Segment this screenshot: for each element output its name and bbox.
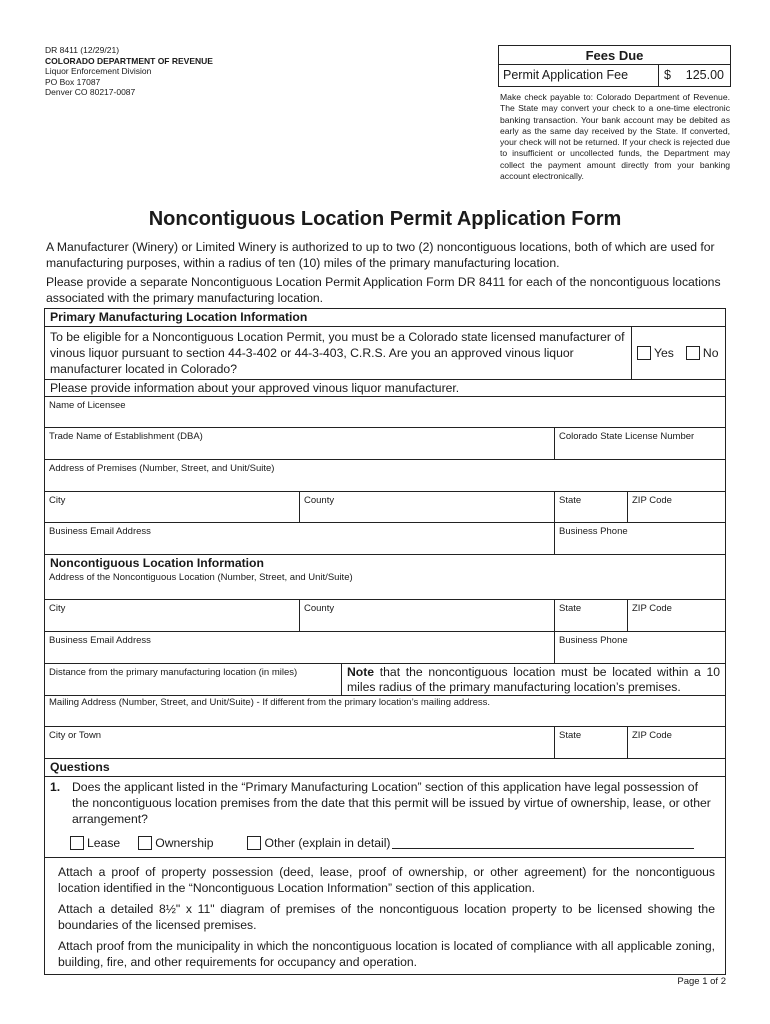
- primary-phone-label: Business Phone: [559, 526, 628, 537]
- no-option[interactable]: [686, 346, 719, 360]
- name-of-licensee-field[interactable]: [45, 397, 725, 428]
- noncontig-city-field[interactable]: [45, 600, 300, 631]
- noncontig-state-label: State: [559, 603, 582, 614]
- primary-city-field[interactable]: [45, 492, 300, 522]
- po-box: PO Box 17087: [45, 76, 101, 87]
- noncontig-section-heading: Noncontiguous Location Information: [50, 556, 264, 570]
- noncontig-phone-field[interactable]: [555, 632, 725, 663]
- other-option[interactable]: [247, 835, 694, 851]
- lease-checkbox[interactable]: [70, 836, 84, 850]
- fees-due-box: [498, 45, 731, 87]
- noncontig-zip-label: ZIP Code: [632, 603, 672, 614]
- note-text: that the noncontiguous location must be located within a 10 miles radius of the primary manufacturing location’s premises.: [347, 665, 720, 694]
- noncontig-address-label: Address of the Noncontiguous Location (Number, Street, and Unit/Suite): [49, 572, 353, 583]
- mailing-state-label: State: [559, 730, 582, 741]
- primary-county-field[interactable]: [300, 492, 555, 522]
- license-number-label: Colorado State License Number: [559, 431, 695, 442]
- attachments-box: [45, 857, 725, 974]
- question-1-number: 1.: [50, 780, 61, 794]
- yes-option[interactable]: [637, 346, 674, 360]
- mailing-city-field[interactable]: [45, 727, 555, 758]
- primary-county-label: County: [304, 495, 335, 506]
- attach-municipal-proof: Attach proof from the municipality in which the noncontiguous location is located of compliance with all applicable zoning, building, fire, and other requirements for occupancy and operation.: [58, 939, 715, 969]
- primary-state-field[interactable]: [555, 492, 628, 522]
- mailing-address-label: Mailing Address (Number, Street, and Unit/Suite) - If different from the primary location’s mailing address.: [49, 697, 491, 708]
- noncontig-county-field[interactable]: [300, 600, 555, 631]
- trade-name-row: [45, 428, 725, 460]
- noncontig-contact-row: [45, 632, 725, 664]
- application-form: [44, 308, 726, 975]
- mailing-city-row: [45, 727, 725, 759]
- distance-row: [45, 664, 725, 696]
- no-checkbox[interactable]: [686, 346, 700, 360]
- primary-zip-label: ZIP Code: [632, 495, 672, 506]
- primary-email-label: Business Email Address: [49, 526, 151, 537]
- trade-name-field[interactable]: [45, 428, 555, 459]
- noncontig-state-field[interactable]: [555, 600, 628, 631]
- attach-proof-possession: Attach a proof of property possession (deed, lease, proof of ownership, or other agreement) for the noncontiguous location identified in the “Noncontiguous Location Information” section of this application.: [58, 865, 715, 895]
- provide-info-row: [45, 380, 725, 397]
- primary-section-heading: Primary Manufacturing Location Information: [45, 309, 725, 327]
- questions-heading: Questions: [45, 759, 725, 777]
- noncontig-city-row: [45, 600, 725, 632]
- fee-payment-note: Make check payable to: Colorado Department of Revenue. The State may convert your check to a one-time electronic banking transaction. Your bank account may be debited as early as the same day received by the State. If converted, your check will not be returned. If your check is rejected due to insufficient or uncollected funds, the Department may collect the payment amount directly from your banking account electronically.: [500, 92, 730, 182]
- fees-title: Fees Due: [499, 46, 730, 65]
- mailing-address-field[interactable]: [45, 696, 725, 727]
- primary-state-label: State: [559, 495, 582, 506]
- fee-value: [659, 65, 730, 86]
- name-of-licensee-label: Name of Licensee: [49, 400, 126, 411]
- question-1-text: Does the applicant listed in the “Primary Manufacturing Location” section of this application have legal possession of the noncontiguous location premises from the date that this permit will be issued by virtue of ownership, lease, or other arrangement?: [72, 780, 711, 826]
- noncontig-address-field[interactable]: [45, 572, 725, 600]
- distance-note: [342, 664, 725, 695]
- other-checkbox[interactable]: [247, 836, 261, 850]
- mailing-zip-field[interactable]: [628, 727, 725, 758]
- note-bold: Note: [347, 665, 375, 679]
- yes-label: Yes: [654, 346, 674, 360]
- noncontig-county-label: County: [304, 603, 335, 614]
- fee-amount: 125.00: [685, 68, 724, 82]
- noncontig-email-field[interactable]: [45, 632, 555, 663]
- form-header: [45, 45, 213, 98]
- department-name: COLORADO DEPARTMENT OF REVENUE: [45, 55, 213, 66]
- fee-currency: $: [664, 68, 671, 82]
- mailing-state-field[interactable]: [555, 727, 628, 758]
- noncontig-email-label: Business Email Address: [49, 635, 151, 646]
- question-1: [45, 777, 725, 851]
- no-label: No: [702, 346, 719, 360]
- yes-checkbox[interactable]: [637, 346, 651, 360]
- attach-diagram: Attach a detailed 8½" x 11" diagram of premises of the noncontiguous location property to be licensed showing the boundaries of the licensed premises.: [58, 902, 715, 932]
- primary-contact-row: [45, 523, 725, 555]
- primary-zip-field[interactable]: [628, 492, 725, 522]
- question-1-row: [50, 779, 720, 827]
- primary-city-label: City: [49, 495, 66, 506]
- lease-option[interactable]: [70, 835, 120, 851]
- intro-paragraph-2: Please provide a separate Noncontiguous Location Permit Application Form DR 8411 for each of the noncontiguous locations associated with the primary manufacturing location.: [46, 275, 721, 305]
- primary-email-field[interactable]: [45, 523, 555, 554]
- page-number: Page 1 of 2: [677, 976, 726, 987]
- form-id: DR 8411 (12/29/21): [45, 45, 120, 55]
- mailing-city-label: City or Town: [49, 730, 102, 741]
- eligibility-question: To be eligible for a Noncontiguous Location Permit, you must be a Colorado state licensed manufacturer of vinous liquor pursuant to section 44-3-402 or 44-3-403, C.R.S. Are you an approved vinous liquor manufacturer located in Colorado?: [45, 327, 632, 379]
- mailing-zip-label: ZIP Code: [632, 730, 672, 741]
- noncontig-city-label: City: [49, 603, 66, 614]
- page-title: Noncontiguous Location Permit Application Form: [148, 208, 622, 230]
- ownership-option[interactable]: [138, 835, 213, 851]
- other-label: Other (explain in detail): [264, 836, 391, 850]
- license-number-field[interactable]: [555, 428, 725, 459]
- premises-address-field[interactable]: [45, 460, 725, 492]
- division-name: Liquor Enforcement Division: [45, 66, 152, 76]
- ownership-checkbox[interactable]: [138, 836, 152, 850]
- other-explain-line[interactable]: [392, 837, 694, 849]
- fee-label: Permit Application Fee: [499, 65, 659, 86]
- city-address: Denver CO 80217-0087: [45, 87, 136, 97]
- intro-paragraph-1: A Manufacturer (Winery) or Limited Winery is authorized to up to two (2) noncontiguous locations, both of which are used for manufacturing purposes, within a radius of ten (10) miles of the primary manufacturing location.: [46, 240, 715, 270]
- eligibility-row: [45, 327, 725, 380]
- distance-field[interactable]: [45, 664, 342, 695]
- primary-phone-field[interactable]: [555, 523, 725, 554]
- noncontig-phone-label: Business Phone: [559, 635, 628, 646]
- lease-label: Lease: [87, 836, 121, 850]
- eligibility-answer: [632, 327, 725, 379]
- noncontig-zip-field[interactable]: [628, 600, 725, 631]
- premises-address-label: Address of Premises (Number, Street, and Unit/Suite): [49, 463, 275, 474]
- distance-label: Distance from the primary manufacturing location (in miles): [49, 667, 298, 678]
- primary-city-row: [45, 492, 725, 523]
- ownership-label: Ownership: [155, 836, 214, 850]
- trade-name-label: Trade Name of Establishment (DBA): [49, 431, 203, 442]
- possession-options: [70, 835, 720, 851]
- fee-row: [499, 65, 730, 86]
- provide-info-text: Please provide information about your approved vinous liquor manufacturer.: [50, 381, 460, 395]
